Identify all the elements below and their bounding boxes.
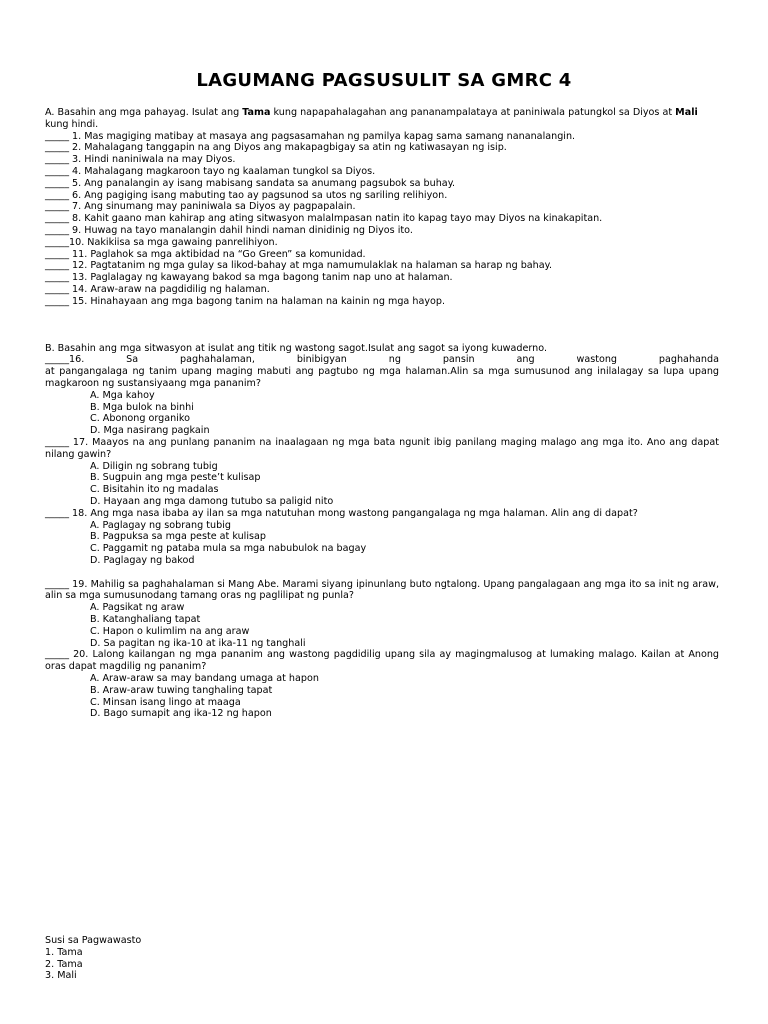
q16-option-b: B. Mga bulok na binhi [90, 401, 194, 413]
part-a-item-10: _____10. Nakikiisa sa mga gawaing panrelihiyon. [45, 236, 278, 248]
question-16-text: at pangangalaga ng tanim upang maging mabuti ang pagtubo ng mga halaman.Alin sa mga sumusunod ang inilalagay sa lupa upang magkaroon ng sustansiyaang mga pananim? [45, 366, 719, 389]
part-a-instructions [45, 107, 719, 131]
part-b-instructions: B. Basahin ang mga sitwasyon at isulat ang titik ng wastong sagot.Isulat ang sagot sa iyong kuwaderno. [45, 342, 548, 354]
instr-pre: A. Basahin ang mga pahayag. Isulat ang [45, 107, 243, 118]
part-a-item-4: _____ 4. Mahalagang magkaroon tayo ng kaalaman tungkol sa Diyos. [45, 165, 376, 177]
q17-option-d: D. Hayaan ang mga damong tutubo sa paligid nito [90, 495, 334, 507]
part-a-item-14: _____ 14. Araw-araw na pagdidilig ng halaman. [45, 283, 270, 295]
question-19 [45, 579, 719, 650]
part-a-item-12: _____ 12. Pagtatanim ng mga gulay sa likod-bahay at mga namumulaklak na halaman sa harap ng bahay. [45, 260, 552, 272]
q16-word: ang [516, 354, 535, 366]
q16-word: _____16. [45, 354, 85, 366]
part-a-item-2: _____ 2. Mahalagang tanggapin na ang Diyos ang makapagbigay sa atin ng katiwasayan ng isip. [45, 142, 507, 154]
answer-key-item-1: 1. Tama [45, 946, 83, 958]
question-16 [45, 354, 719, 437]
q16-word: ng [388, 354, 401, 366]
q18-option-d: D. Paglagay ng bakod [90, 554, 195, 566]
part-a-item-3: _____ 3. Hindi naniniwala na may Diyos. [45, 154, 236, 166]
part-a-item-11: _____ 11. Paglahok sa mga aktibidad na “Go Green” sa komunidad. [45, 248, 366, 260]
question-20-text: _____ 20. Lalong kailangan ng mga pananim ang wastong pagdidilig upang sila ay magingmalusog at lumaking malago. Kailan at Anong oras dapat magdilig ng pananim? [45, 649, 719, 673]
q18-option-b: B. Pagpuksa sa mga peste at kulisap [90, 531, 266, 543]
answer-key-title: Susi sa Pagwawasto [45, 935, 142, 946]
q19-option-b: B. Katanghaliang tapat [90, 614, 201, 626]
q16-option-d: D. Mga nasirang pagkain [90, 425, 210, 437]
q16-option-a: A. Mga kahoy [90, 389, 155, 401]
q20-option-d: D. Bago sumapit ang ika-12 ng hapon [90, 708, 272, 720]
part-a-item-8: _____ 8. Kahit gaano man kahirap ang ating sitwasyon malalmpasan natin ito kapag tayo may Diyos na kinakapitan. [45, 213, 603, 225]
question-17-text: _____ 17. Maayos na ang punlang pananim na inaalagaan ng mga bata ngunit ibig panilang maging malago ang mga ito. Ano ang dapat nilang gawin? [45, 436, 719, 460]
q16-word: Sa [126, 354, 139, 366]
answer-key-item-2: 2. Tama [45, 958, 83, 970]
q16-word: paghahanda [658, 354, 719, 366]
question-18 [45, 508, 719, 567]
question-19-text: _____ 19. Mahilig sa paghahalaman si Mang Abe. Marami siyang ipinunlang buto ngtalong. Upang pangalagaan ang mga ito sa init ng araw, alin sa mga sumusunodang tamang oras ng paglilipat ng punla? [45, 578, 719, 602]
part-a-item-13: _____ 13. Paglalagay ng kawayang bakod sa mga bagong tanim nap uno at halaman. [45, 272, 453, 284]
q20-option-b: B. Araw-araw tuwing tanghaling tapat [90, 684, 273, 696]
part-a [45, 107, 719, 308]
q16-option-c: C. Abonong organiko [90, 413, 190, 425]
question-16-first-line [45, 354, 719, 366]
q17-option-c: C. Bisitahin ito ng madalas [90, 484, 219, 496]
q19-option-d: D. Sa pagitan ng ika-10 at ika-11 ng tanghali [90, 637, 306, 649]
part-a-item-1: _____ 1. Mas magiging matibay at masaya ang pagsasamahan ng pamilya kapag sama samang nananalangin. [45, 130, 576, 142]
part-a-item-7: _____ 7. Ang sinumang may paniniwala sa Diyos ay pagpapalain. [45, 201, 356, 213]
q16-word: paghahalaman, [180, 354, 255, 366]
q19-option-c: C. Hapon o kulimlim na ang araw [90, 625, 250, 637]
part-a-item-5: _____ 5. Ang panalangin ay isang mabisang sandata sa anumang pagsubok sa buhay. [45, 177, 456, 189]
exam-body [45, 107, 719, 720]
q20-option-c: C. Minsan isang lingo at maaga [90, 696, 241, 708]
part-a-item-15: _____ 15. Hinahayaan ang mga bagong tanim na halaman na kainin ng mga hayop. [45, 295, 446, 307]
instr-mali: Mali [675, 107, 698, 118]
q16-word: binibigyan [296, 354, 347, 366]
part-a-item-6: _____ 6. Ang pagiging isang mabuting tao ay pagsunod sa utos ng sariling relihiyon. [45, 189, 448, 201]
q18-option-c: C. Paggamit ng pataba mula sa mga nabubulok na bagay [90, 543, 367, 555]
question-20 [45, 649, 719, 720]
q17-option-b: B. Sugpuin ang mga peste’t kulisap [90, 472, 261, 484]
instr-tama: Tama [242, 107, 271, 118]
q16-word: wastong [576, 354, 618, 366]
instr-mid: kung napapahalagahan ang pananampalataya at paniniwala patungkol sa Diyos at [270, 107, 676, 118]
q20-option-a: A. Araw-araw sa may bandang umaga at hapon [90, 673, 319, 685]
q17-option-a: A. Diligin ng sobrang tubig [90, 460, 218, 472]
part-a-item-9: _____ 9. Huwag na tayo manalangin dahil hindi naman dinidinig ng Diyos ito. [45, 224, 413, 236]
answer-key-item-3: 3. Mali [45, 970, 77, 982]
page-title: LAGUMANG PAGSUSULIT SA GMRC 4 [196, 70, 572, 91]
q16-word: pansin [442, 354, 475, 366]
question-18-text: _____ 18. Ang mga nasa ibaba ay ilan sa mga natutuhan mong wastong pangangalaga ng mga halaman. Alin ang di dapat? [45, 507, 638, 519]
part-b [45, 343, 719, 721]
instr-post: kung hindi. [45, 118, 99, 130]
q19-option-a: A. Pagsikat ng araw [90, 602, 185, 614]
q18-option-a: A. Paglagay ng sobrang tubig [90, 519, 231, 531]
answer-key [45, 935, 141, 982]
question-17 [45, 437, 719, 508]
